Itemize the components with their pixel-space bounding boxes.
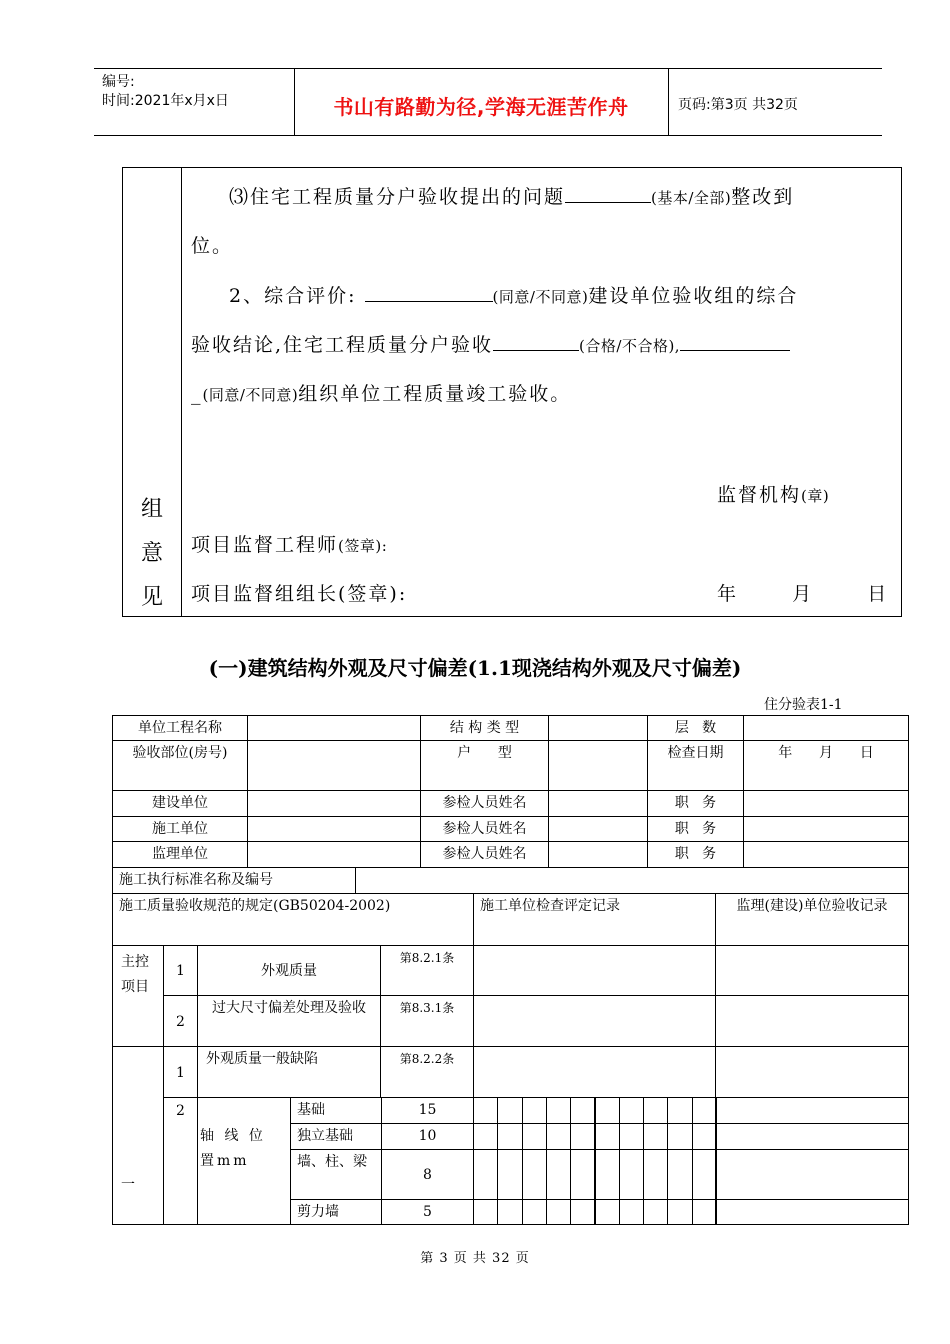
item2-option: (同意/不同意)	[492, 288, 589, 306]
item3-text: ⑶住宅工程质量分户验收提出的问题	[229, 186, 566, 208]
measurement-cell[interactable]	[570, 1123, 595, 1150]
date-day: 日	[867, 583, 887, 605]
label-cell: 参检人员姓名	[420, 841, 549, 868]
time-label: 时间:2021年x月x日	[102, 93, 229, 109]
label-cell: 监理(建设)单位验收记录	[715, 893, 909, 946]
opinion-line	[717, 480, 893, 507]
date-line	[717, 579, 893, 606]
label-cell: 户 型	[420, 740, 549, 791]
page-number-label: 页码:第3页 共32页	[678, 97, 798, 113]
measurement-cell[interactable]	[595, 1149, 620, 1200]
measurement-cell[interactable]	[473, 1199, 498, 1225]
label-cell: 参检人员姓名	[420, 790, 549, 817]
label-cell: 施工执行标准名称及编号	[112, 867, 356, 894]
measurement-cell[interactable]	[473, 1097, 498, 1124]
row-clause: 第8.3.1条	[380, 995, 474, 1047]
measurement-cell[interactable]	[473, 1149, 498, 1200]
opinion-line	[191, 379, 893, 406]
page-header	[94, 68, 882, 136]
input-cell[interactable]	[247, 790, 421, 817]
opinion-line	[191, 182, 893, 209]
engineer-label: 项目监督工程师	[191, 534, 339, 556]
measurement-cell[interactable]	[497, 1199, 522, 1225]
supervisor-record-cell[interactable]	[715, 995, 909, 1047]
axis-value: 15	[381, 1097, 474, 1124]
measurement-cell[interactable]	[692, 1149, 717, 1200]
inspection-table	[113, 716, 910, 1226]
input-cell[interactable]	[743, 816, 909, 842]
axis-item: 剪力墙	[290, 1199, 382, 1225]
measurement-cell[interactable]	[619, 1149, 644, 1200]
row-item: 外观质量	[197, 945, 381, 996]
opinion-side-label	[123, 488, 181, 620]
header-meta	[102, 73, 229, 111]
side-char: 见	[140, 585, 163, 610]
measurement-cell[interactable]	[692, 1097, 717, 1124]
label-cell: 单位工程名称	[112, 715, 248, 741]
row-no: 1	[163, 945, 198, 996]
measurement-cell[interactable]	[667, 1123, 692, 1150]
label-cell: 检查日期	[647, 740, 744, 791]
measurement-cell[interactable]	[546, 1199, 571, 1225]
measurement-cell[interactable]	[643, 1149, 668, 1200]
line5-prefix: _	[191, 383, 203, 405]
supervisor-record-cell[interactable]	[715, 1123, 909, 1150]
fill-blank[interactable]	[365, 300, 493, 302]
section-title: (一)建筑结构外观及尺寸偏差(1.1现浇结构外观及尺寸偏差)	[208, 656, 742, 680]
axis-item: 独立基础	[290, 1123, 382, 1150]
opinion-line	[191, 281, 893, 308]
measurement-cell[interactable]	[497, 1149, 522, 1200]
item2-text: 2、综合评价:	[229, 285, 357, 307]
date-month: 月	[792, 583, 812, 605]
measurement-cell[interactable]	[522, 1097, 547, 1124]
measurement-cell[interactable]	[643, 1097, 668, 1124]
main-control-label: 主控项目	[112, 945, 164, 1047]
supervisor-record-cell[interactable]	[715, 1046, 909, 1098]
measurement-cell[interactable]	[546, 1149, 571, 1200]
item3-cont: 位。	[191, 235, 234, 257]
input-cell[interactable]	[548, 816, 648, 842]
measurement-cell[interactable]	[619, 1199, 644, 1225]
row-item: 过大尺寸偏差处理及验收	[197, 995, 381, 1047]
row-clause: 第8.2.1条	[380, 945, 474, 996]
measurement-cell[interactable]	[570, 1199, 595, 1225]
supervisor-record-cell[interactable]	[715, 945, 909, 996]
opinion-line	[191, 231, 893, 258]
input-cell[interactable]	[743, 790, 909, 817]
item2-tail: 建设单位验收组的综合	[588, 285, 799, 307]
measurement-cell[interactable]	[522, 1149, 547, 1200]
axis-item: 基础	[290, 1097, 382, 1124]
measurement-cell[interactable]	[619, 1097, 644, 1124]
measurement-cell[interactable]	[619, 1123, 644, 1150]
date-cell[interactable]: 年 月 日	[743, 740, 909, 791]
opinion-box	[122, 167, 902, 617]
label-cell: 结 构 类 型	[420, 715, 549, 741]
line4-text: 验收结论,住宅工程质量分户验收	[191, 334, 494, 356]
supervisor-record-cell[interactable]	[715, 1149, 909, 1200]
measurement-cell[interactable]	[522, 1123, 547, 1150]
fill-blank[interactable]	[680, 349, 790, 351]
measurement-cell[interactable]	[667, 1097, 692, 1124]
measurement-cell[interactable]	[546, 1097, 571, 1124]
axis-label: 轴 线 位 置mm	[197, 1097, 291, 1225]
row-no: 2	[163, 995, 198, 1047]
measurement-cell[interactable]	[595, 1199, 620, 1225]
label-cell: 参检人员姓名	[420, 816, 549, 842]
label-cell: 职 务	[647, 841, 744, 868]
measurement-cell[interactable]	[643, 1199, 668, 1225]
label-cell: 施工质量验收规范的规定(GB50204-2002)	[112, 893, 474, 946]
org-seal-note: (章)	[801, 487, 830, 505]
row-clause: 第8.2.2条	[380, 1046, 474, 1098]
side-char: 组	[140, 497, 163, 522]
measurement-cell[interactable]	[595, 1123, 620, 1150]
header-divider	[668, 69, 669, 135]
measurement-cell[interactable]	[667, 1149, 692, 1200]
item3-option: (基本/全部)	[651, 189, 732, 207]
fill-blank[interactable]	[565, 201, 651, 203]
measurement-cell[interactable]	[497, 1123, 522, 1150]
row-no: 1	[163, 1046, 198, 1098]
header-motto: 书山有路勤为径,学海无涯苦作舟	[333, 95, 629, 119]
doc-number-label: 编号:	[102, 74, 135, 90]
builder-record-cell[interactable]	[473, 995, 716, 1047]
label-cell: 职 务	[647, 816, 744, 842]
supervisor-record-cell[interactable]	[715, 1097, 909, 1124]
axis-value: 5	[381, 1199, 474, 1225]
measurement-cell[interactable]	[643, 1123, 668, 1150]
item3-tail: 整改到	[731, 186, 795, 208]
label-cell: 施工单位	[112, 816, 248, 842]
measurement-cell[interactable]	[473, 1123, 498, 1150]
page-footer: 第 3 页 共 32 页	[420, 1251, 530, 1266]
measurement-cell[interactable]	[667, 1199, 692, 1225]
measurement-cell[interactable]	[595, 1097, 620, 1124]
input-cell[interactable]	[548, 790, 648, 817]
measurement-cell[interactable]	[570, 1097, 595, 1124]
input-cell[interactable]	[355, 867, 909, 894]
measurement-cell[interactable]	[546, 1123, 571, 1150]
opinion-divider	[181, 168, 182, 616]
builder-record-cell[interactable]	[473, 1046, 716, 1098]
input-cell[interactable]	[247, 841, 421, 868]
input-cell[interactable]	[548, 841, 648, 868]
input-cell[interactable]	[548, 715, 648, 741]
leader-label: 项目监督组组长(签章):	[191, 583, 408, 605]
input-cell[interactable]	[548, 740, 648, 791]
line5-text: 组织单位工程质量竣工验收。	[298, 383, 572, 405]
input-cell[interactable]	[247, 715, 421, 741]
measurement-cell[interactable]	[570, 1149, 595, 1200]
label-cell: 验收部位(房号)	[112, 740, 248, 791]
date-year: 年	[717, 583, 737, 605]
label-cell: 施工单位检查评定记录	[473, 893, 716, 946]
input-cell[interactable]	[247, 816, 421, 842]
measurement-cell[interactable]	[692, 1123, 717, 1150]
row-no: 2	[163, 1097, 198, 1225]
line4-option: (合格/不合格),	[579, 337, 681, 355]
builder-record-cell[interactable]	[473, 945, 716, 996]
label-cell: 层 数	[647, 715, 744, 741]
label-cell: 建设单位	[112, 790, 248, 817]
measurement-cell[interactable]	[497, 1097, 522, 1124]
label-cell: 职 务	[647, 790, 744, 817]
line5-option: (同意/不同意)	[202, 386, 299, 404]
supervisor-record-cell[interactable]	[715, 1199, 909, 1225]
axis-value: 10	[381, 1123, 474, 1150]
input-cell[interactable]	[743, 841, 909, 868]
axis-value: 8	[381, 1149, 474, 1200]
input-cell[interactable]	[743, 715, 909, 741]
row-item: 外观质量一般缺陷	[197, 1046, 381, 1098]
measurement-cell[interactable]	[692, 1199, 717, 1225]
fill-blank[interactable]	[493, 349, 579, 351]
measurement-cell[interactable]	[522, 1199, 547, 1225]
opinion-line	[191, 330, 893, 357]
form-code: 住分验表1-1	[764, 697, 843, 713]
label-cell: 监理单位	[112, 841, 248, 868]
general-label: 一	[112, 1046, 164, 1225]
engineer-note: (签章):	[338, 537, 388, 555]
input-cell[interactable]	[247, 740, 421, 791]
org-seal: 监督机构	[717, 484, 802, 506]
axis-item: 墙、柱、梁	[290, 1149, 382, 1200]
side-char: 意	[140, 541, 163, 566]
opinion-line	[191, 530, 893, 557]
